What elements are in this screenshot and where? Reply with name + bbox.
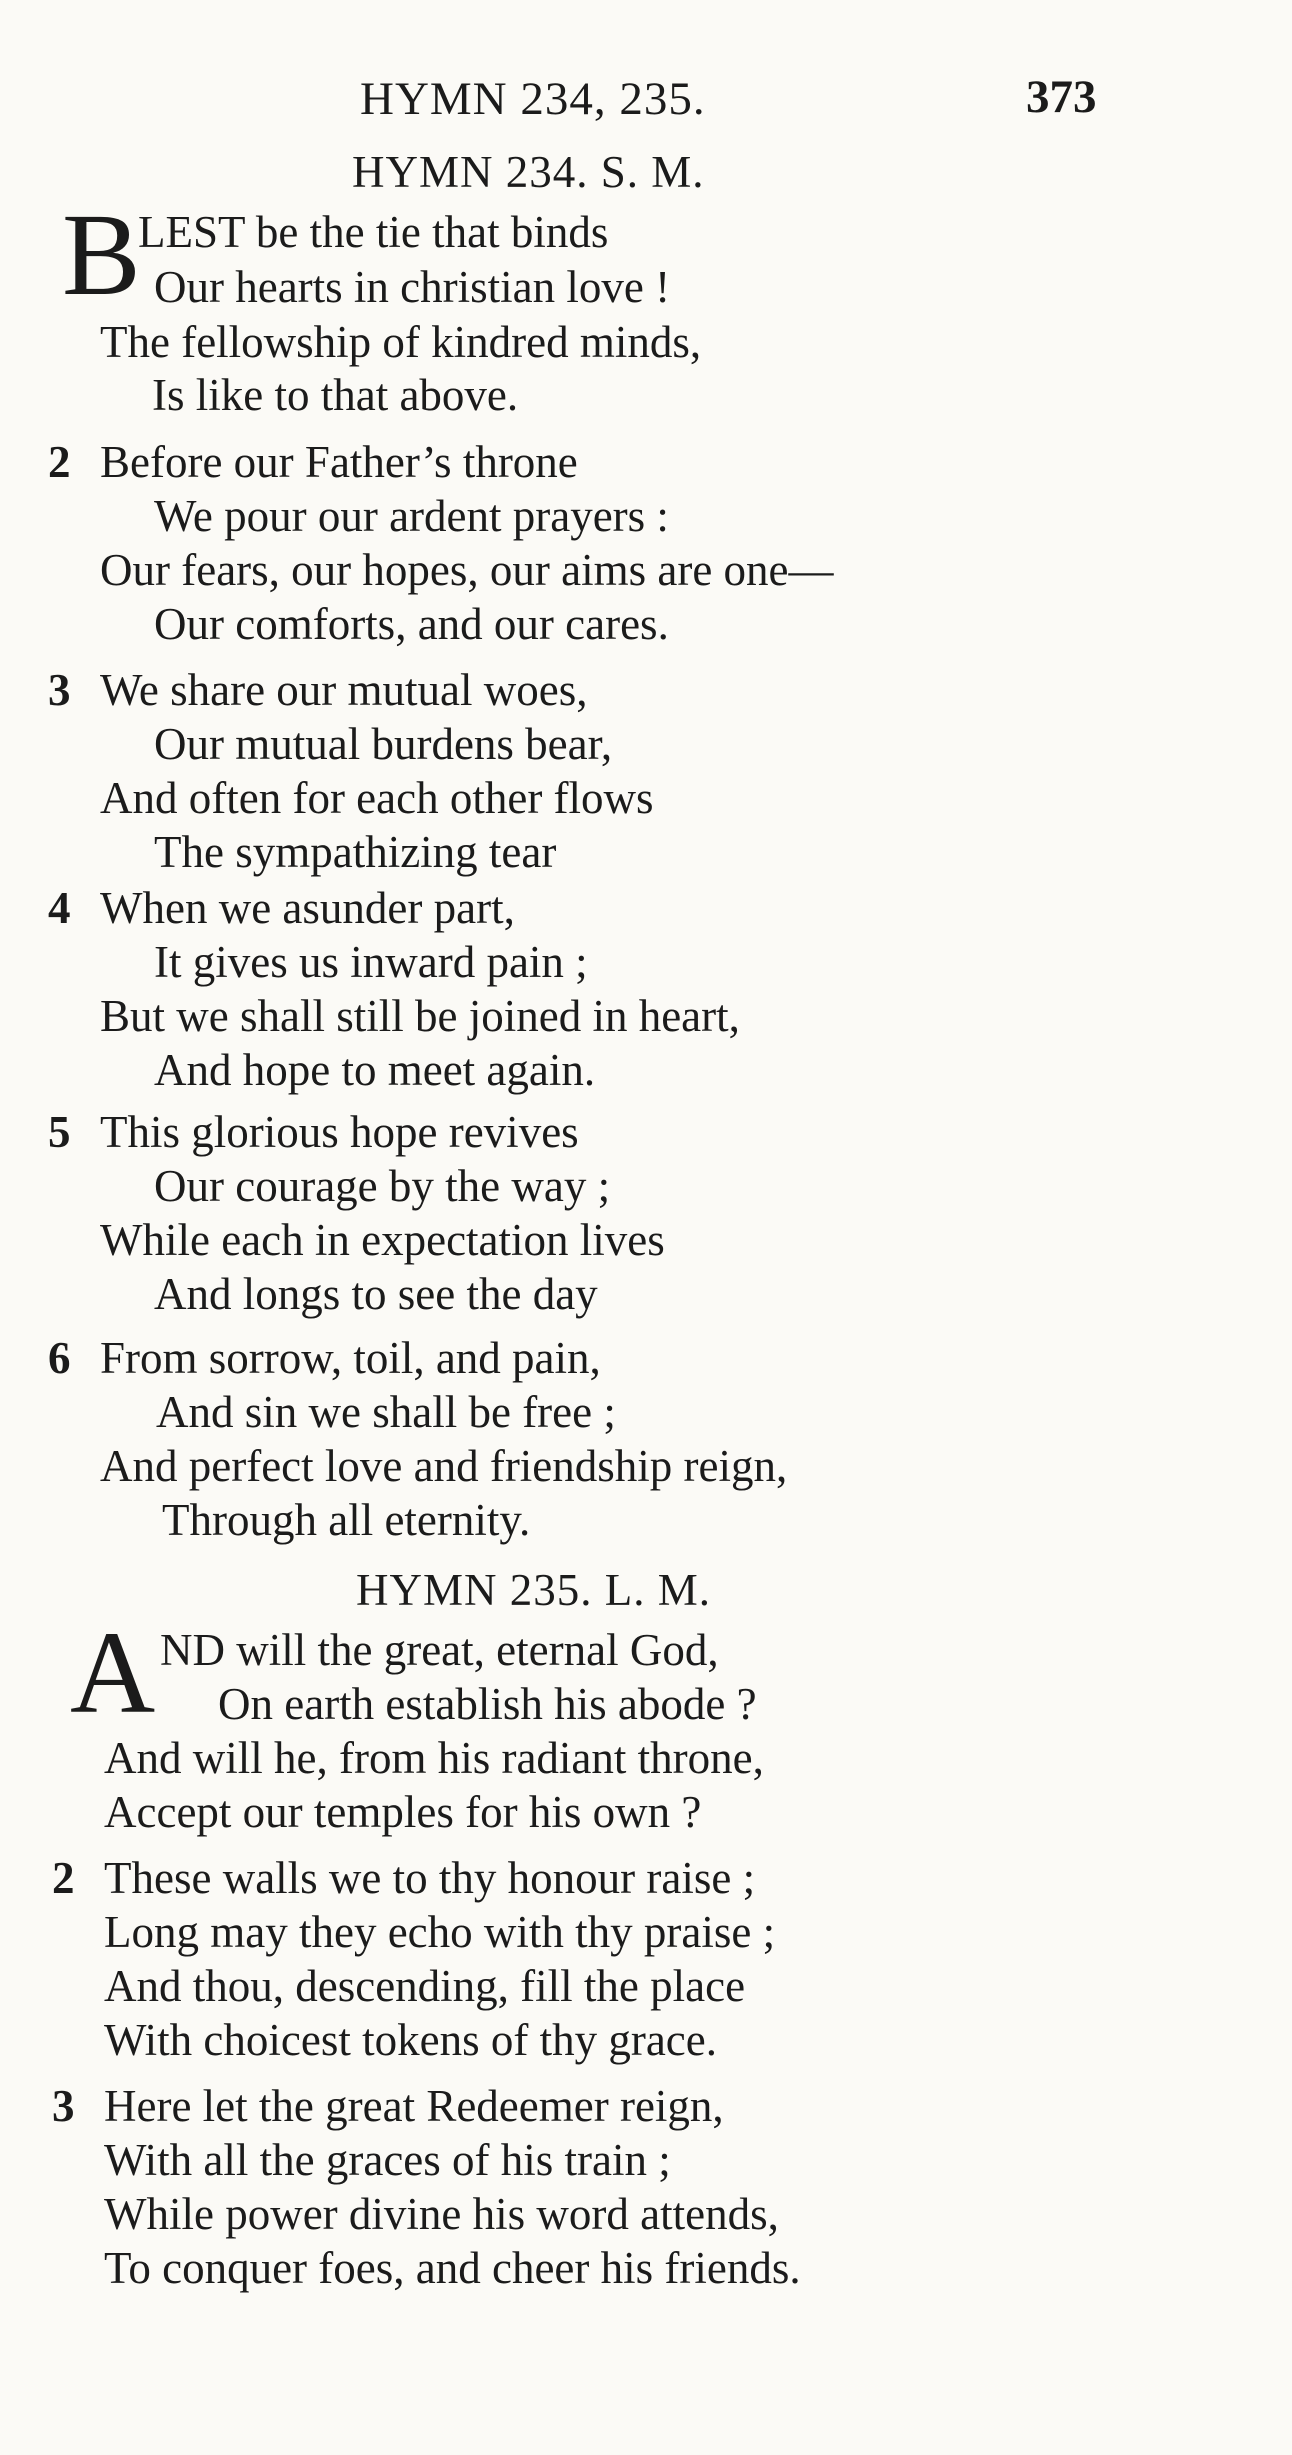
hymn-line: We share our mutual woes, (100, 665, 588, 715)
hymn-line: ND will the great, eternal God, (160, 1625, 719, 1675)
hymn-line: It gives us inward pain ; (154, 937, 588, 987)
hymn-line: The sympathizing tear (154, 827, 557, 877)
hymn-line: Our mutual burdens bear, (154, 719, 613, 769)
hymn-line: Before our Father’s throne (100, 437, 578, 487)
hymn-line: LEST be the tie that binds (138, 207, 609, 257)
stanza-number: 4 (48, 883, 71, 933)
hymn-line: On earth establish his abode ? (218, 1679, 757, 1729)
drop-cap: B (62, 189, 141, 320)
hymn-line: To conquer foes, and cheer his friends. (104, 2243, 801, 2293)
hymn-line: While each in expectation lives (100, 1215, 665, 1265)
hymn-line: Our comforts, and our cares. (154, 599, 669, 649)
hymn-line: Here let the great Redeemer reign, (104, 2081, 724, 2131)
hymn-line: Long may they echo with thy praise ; (104, 1907, 776, 1957)
stanza-number: 3 (48, 665, 71, 715)
hymn-line: Is like to that above. (152, 370, 519, 420)
hymn-line: And often for each other flows (100, 773, 654, 823)
hymn-line: While power divine his word attends, (104, 2189, 779, 2239)
hymn-line: When we asunder part, (100, 883, 515, 933)
hymn-line: These walls we to thy honour raise ; (104, 1853, 756, 1903)
hymn-line: And hope to meet again. (154, 1045, 596, 1095)
hymn-line: We pour our ardent prayers : (154, 491, 669, 541)
page-number: 373 (1026, 71, 1097, 123)
hymn-line: Our courage by the way ; (154, 1161, 611, 1211)
hymn-line: Our hearts in christian love ! (154, 262, 671, 312)
hymn-line: Accept our temples for his own ? (104, 1787, 702, 1837)
stanza-number: 3 (52, 2081, 75, 2131)
stanza-number: 2 (52, 1853, 75, 1903)
hymn-line: And longs to see the day (154, 1269, 598, 1319)
stanza-number: 2 (48, 437, 71, 487)
hymn-line: The fellowship of kindred minds, (100, 317, 702, 367)
hymn-line: And will he, from his radiant throne, (104, 1733, 764, 1783)
hymn-line: And perfect love and friendship reign, (100, 1441, 788, 1491)
stanza-number: 5 (48, 1107, 71, 1157)
drop-cap: A (70, 1607, 156, 1738)
hymn-line: But we shall still be joined in heart, (100, 991, 740, 1041)
hymn-line: Through all eternity. (162, 1495, 531, 1545)
hymn-line: And thou, descending, fill the place (104, 1961, 746, 2011)
hymn-title: HYMN 234. S. M. (352, 147, 705, 197)
hymn-line: From sorrow, toil, and pain, (100, 1333, 601, 1383)
hymn-line: And sin we shall be free ; (156, 1387, 616, 1437)
running-head: HYMN 234, 235. (360, 73, 706, 125)
stanza-number: 6 (48, 1333, 71, 1383)
hymn-line: This glorious hope revives (100, 1107, 579, 1157)
hymn-line: Our fears, our hopes, our aims are one— (100, 545, 834, 595)
hymn-title: HYMN 235. L. M. (356, 1565, 712, 1615)
hymn-line: With choicest tokens of thy grace. (104, 2015, 717, 2065)
hymn-line: With all the graces of his train ; (104, 2135, 671, 2185)
